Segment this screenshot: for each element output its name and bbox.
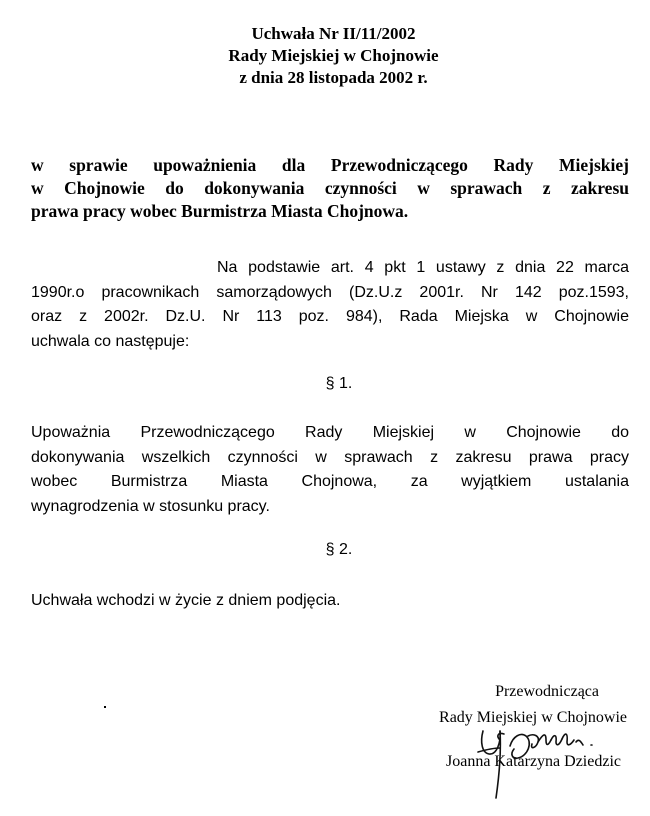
council-name: Rady Miejskiej w Chojnowie [228, 46, 439, 65]
section-2-text: Uchwała wchodzi w życie z dniem podjęcia. [31, 592, 341, 609]
resolution-number: Uchwała Nr II/11/2002 [251, 24, 416, 43]
section-line: wynagrodzenia w stosunku pracy. [31, 497, 270, 515]
subject-line: prawa pracy wobec Burmistrza Miasta Chojnowa. [31, 201, 409, 221]
section-line: dokonywania wszelkich czynności w sprawach z zakresu prawa pracy [31, 448, 629, 466]
section-1-text [31, 421, 629, 519]
legal-basis [31, 256, 629, 354]
subject-line: w sprawie upoważnienia dla Przewodniczącego Rady Miejskiej [31, 155, 629, 175]
handwritten-signature [470, 698, 620, 802]
basis-line: uchwala co następuje: [31, 332, 190, 350]
stray-dot [104, 706, 106, 708]
resolution-header [0, 23, 650, 89]
resolution-subject [31, 154, 629, 223]
basis-line: Na podstawie art. 4 pkt 1 ustawy z dnia 22 marca [217, 259, 629, 276]
resolution-date: z dnia 28 listopada 2002 r. [239, 68, 428, 87]
signatory-title: Przewodnicząca [495, 683, 599, 700]
section-2-mark: § 2. [325, 541, 353, 558]
subject-line: w Chojnowie do dokonywania czynności w sprawach z zakresu [31, 178, 629, 198]
section-line: Upoważnia Przewodniczącego Rady Miejskiej w Chojnowie do [31, 424, 629, 441]
section-line: wobec Burmistrza Miasta Chojnowa, za wyjątkiem ustalania [31, 473, 629, 490]
signatory-body: Rady Miejskiej w Chojnowie [439, 709, 627, 726]
basis-line: 1990r.o pracownikach samorządowych (Dz.U.z 2001r. Nr 142 poz.1593, [31, 283, 629, 301]
signatory-name: Joanna Katarzyna Dziedzic [445, 753, 621, 770]
basis-line: oraz z 2002r. Dz.U. Nr 113 poz. 984), Rada Miejska w Chojnowie [31, 308, 629, 325]
section-1-mark: § 1. [325, 375, 353, 392]
